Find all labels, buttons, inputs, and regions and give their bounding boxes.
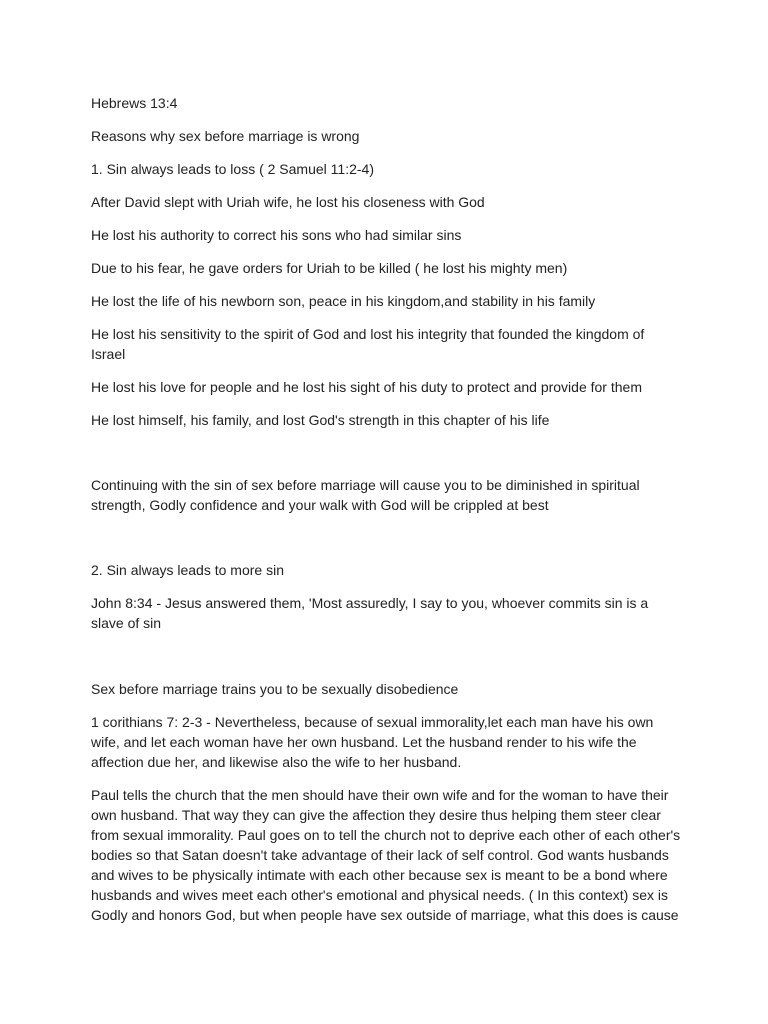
paragraph: Paul tells the church that the men should have their own wife and for the woman to have their own husband. That way they can give the affection they desire thus helping them steer clear from sexual immorality. Paul goes on to tell the church not to deprive each other of each other's bodies so that Satan doesn't take advantage of their lack of self control. God wants husbands and wives to be physically intimate with each other because sex is meant to be a bond where husbands and wives meet each other's emotional and physical needs. ( In this context) sex is Godly and honors God, but when people have sex outside of marriage, what this does is cause bbox=[91, 787, 681, 923]
paragraph: He lost his love for people and he lost his sight of his duty to protect and provide for them bbox=[91, 379, 642, 395]
document-body bbox=[91, 93, 681, 938]
paragraph: After David slept with Uriah wife, he lost his closeness with God bbox=[91, 194, 485, 210]
scripture-quote: 1 corithians 7: 2-3 - Nevertheless, because of sexual immorality,let each man have his own wife, and let each woman have her own husband. Let the husband render to his wife the affection due her, and likewise also the wife to her husband. bbox=[91, 714, 654, 770]
scripture-quote: John 8:34 - Jesus answered them, 'Most assuredly, I say to you, whoever commits sin is a slave of sin bbox=[91, 595, 649, 631]
paragraph: He lost his sensitivity to the spirit of God and lost his integrity that founded the kingdom of Israel bbox=[91, 326, 645, 362]
paragraph: Sex before marriage trains you to be sexually disobedience bbox=[91, 681, 459, 697]
paragraph-conclusion-1: Continuing with the sin of sex before marriage will cause you to be diminished in spiritual strength, Godly confidence and your walk with God will be crippled at best bbox=[91, 477, 640, 513]
paragraph: He lost his authority to correct his sons who had similar sins bbox=[91, 227, 462, 243]
document-heading: Hebrews 13:4 bbox=[91, 95, 178, 111]
paragraph: Due to his fear, he gave orders for Uriah to be killed ( he lost his mighty men) bbox=[91, 260, 568, 276]
section-heading-1: 1. Sin always leads to loss ( 2 Samuel 11:2-4) bbox=[91, 161, 374, 177]
section-heading-2: 2. Sin always leads to more sin bbox=[91, 562, 284, 578]
paragraph-intro: Reasons why sex before marriage is wrong bbox=[91, 128, 360, 144]
paragraph: He lost himself, his family, and lost God's strength in this chapter of his life bbox=[91, 412, 550, 428]
paragraph: He lost the life of his newborn son, peace in his kingdom,and stability in his family bbox=[91, 293, 596, 309]
